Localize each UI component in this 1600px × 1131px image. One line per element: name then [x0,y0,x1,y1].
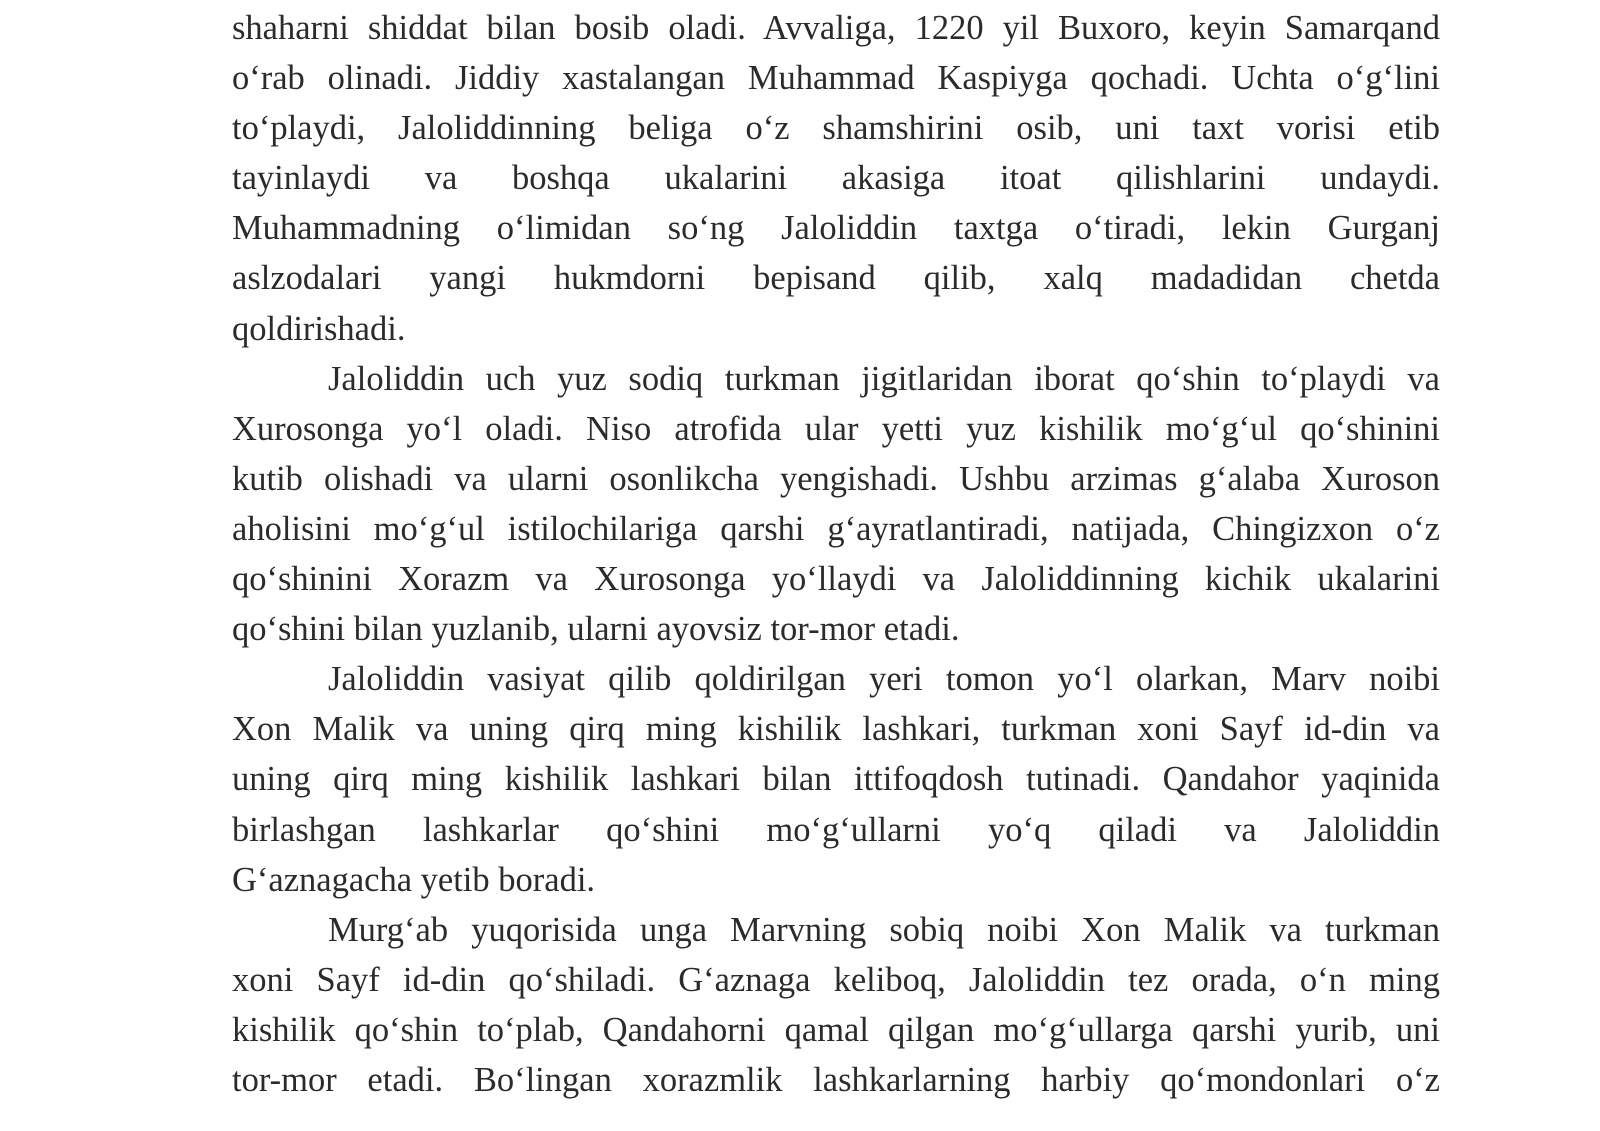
text-line: xoni Sayf id-din qo‘shiladi. G‘aznaga keliboq, Jaloliddin tez orada, o‘n ming [232,960,1440,999]
text-line: Xon Malik va uning qirq ming kishilik lashkari, turkman xoni Sayf id-din va [232,710,1440,749]
text-line: tayinlaydi va boshqa ukalarini akasiga itoat qilishlarini undaydi. [232,159,1440,198]
text-line: Jaloliddin vasiyat qilib qoldirilgan yeri tomon yo‘l olarkan, Marv noibi [328,660,1440,699]
text-line: Xurosonga yo‘l oladi. Niso atrofida ular yetti yuz kishilik mo‘g‘ul qo‘shinini [232,409,1440,448]
text-line: Murg‘ab yuqorisida unga Marvning sobiq noibi Xon Malik va turkman [328,910,1440,949]
paragraph-3 [232,654,1440,904]
text-line: o‘rab olinadi. Jiddiy xastalangan Muhammad Kaspiyga qochadi. Uchta o‘g‘lini [232,59,1440,98]
document-page [232,3,1440,1105]
text-line: qo‘shinini Xorazm va Xurosonga yo‘llaydi va Jaloliddinning kichik ukalarini [232,560,1440,599]
text-line: qo‘shini bilan yuzlanib, ularni ayovsiz tor-mor etadi. [232,610,960,649]
text-line: Jaloliddin uch yuz sodiq turkman jigitlaridan iborat qo‘shin to‘playdi va [328,359,1440,398]
text-line: Muhammadning o‘limidan so‘ng Jaloliddin taxtga o‘tiradi, lekin Gurganj [232,209,1440,248]
text-line: G‘aznagacha yetib boradi. [232,860,596,899]
text-line: tor-mor etadi. Bo‘lingan xorazmlik lashkarlarning harbiy qo‘mondonlari o‘z [232,1060,1440,1099]
text-line: birlashgan lashkarlar qo‘shini mo‘g‘ullarni yo‘q qiladi va Jaloliddin [232,810,1440,849]
text-line: to‘playdi, Jaloliddinning beliga o‘z shamshirini osib, uni taxt vorisi etib [232,109,1440,148]
text-line: uning qirq ming kishilik lashkari bilan ittifoqdosh tutinadi. Qandahor yaqinida [232,760,1440,799]
paragraph-1 [232,3,1440,354]
document-viewport [232,0,1440,1116]
text-line: shaharni shiddat bilan bosib oladi. Avvaliga, 1220 yil Buxoro, keyin Samarqand [232,9,1440,47]
text-line: aslzodalari yangi hukmdorni bepisand qilib, xalq madadidan chetda [232,259,1440,298]
paragraph-2 [232,354,1440,655]
paragraph-4 [232,905,1440,1105]
text-line: aholisini mo‘g‘ul istilochilariga qarshi g‘ayratlantiradi, natijada, Chingizxon o‘z [232,509,1440,548]
text-line: kutib olishadi va ularni osonlikcha yengishadi. Ushbu arzimas g‘alaba Xuroson [232,459,1440,498]
text-line: kishilik qo‘shin to‘plab, Qandahorni qamal qilgan mo‘g‘ullarga qarshi yurib, uni [232,1010,1440,1049]
text-line: qoldirishadi. [232,309,406,348]
